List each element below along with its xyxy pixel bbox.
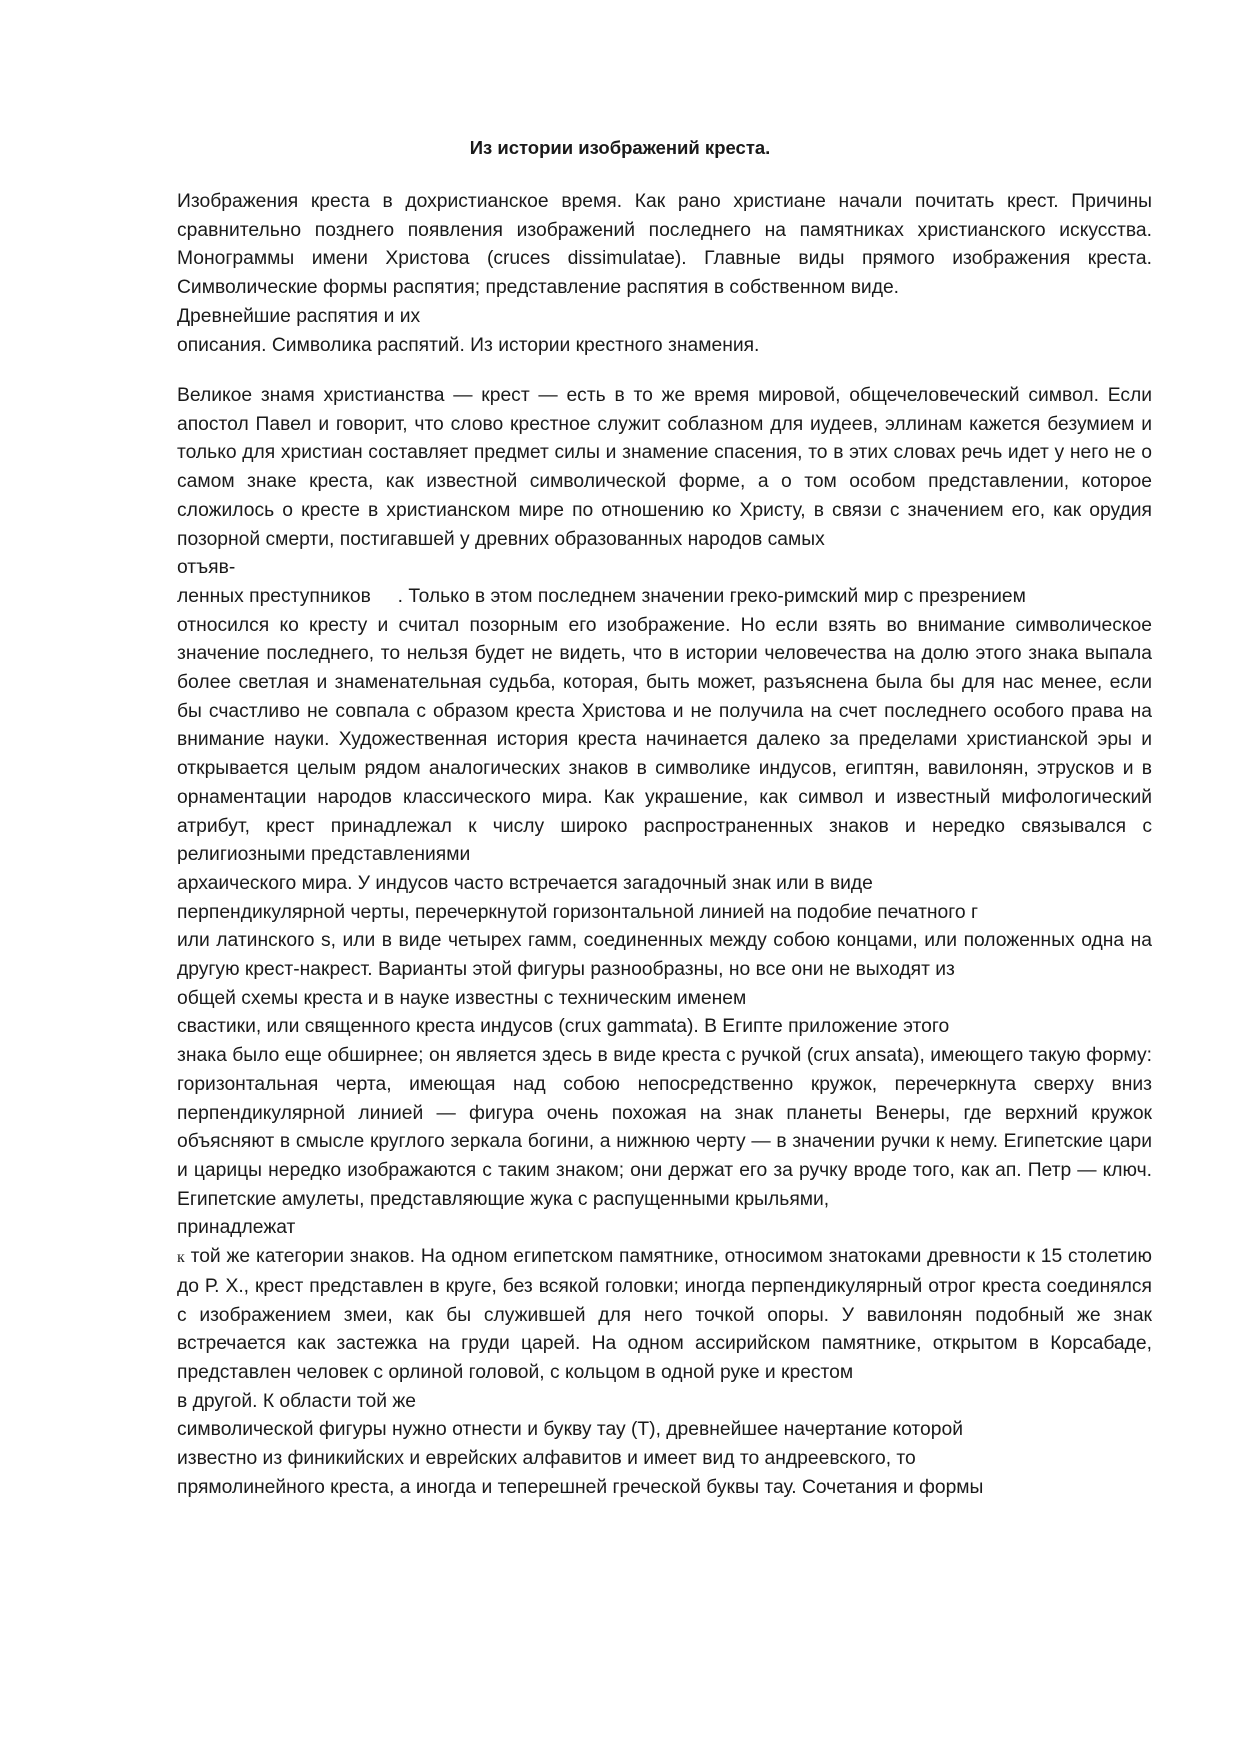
body-text xyxy=(177,382,1152,1502)
paragraph-8-initial: к xyxy=(177,1249,185,1267)
paragraph-4: перпендикулярной черты, перечеркнутой горизонтальной линией на подобие печатного г xyxy=(177,901,978,923)
paragraph-5 xyxy=(177,927,1152,1013)
abstract-line-2: описания. Символика распятий. Из истории крестного знамения. xyxy=(177,334,760,356)
paragraph-10: известно из финикийских и еврейских алфавитов и имеет вид то андреевского, то xyxy=(177,1448,916,1470)
paragraph-3 xyxy=(177,612,1152,899)
paragraph-1-end: отъяв- xyxy=(177,557,236,579)
paragraph-3-end: архаического мира. У индусов часто встречается загадочный знак или в виде xyxy=(177,872,873,894)
abstract-paragraph xyxy=(177,188,1152,360)
paragraph-7-text: знака было еще обширнее; он является здесь в виде креста с ручкой (crux ansata), имеющего такую форму: горизонтальная черта, имеющая над собою непосредственно кружок, перечеркнута сверху вниз перпендикулярной линией — фигура очень похожая на знак планеты Венеры, где верхний кружок объясняют в смысле круглого зеркала богини, а нижнюю черту — в значении ручки к нему. Египетские цари и царицы нередко изображаются с таким знаком; они держат его за ручку вроде того, как ап. Петр — ключ. Египетские амулеты, представляющие жука с распущенными крыльями, xyxy=(177,1045,1152,1210)
document-title: Из истории изображений креста. xyxy=(469,137,771,158)
paragraph-3-text: относился ко кресту и считал позорным его изображение. Но если взять во внимание символическое значение последнего, то нельзя будет не видеть, что в истории человечества на долю этого знака выпала более светлая и знаменательная судьба, которая, быть может, разъяснена была бы для нас менее, если бы счастливо не совпала с образом креста Христова и не получила на счет последнего особого права на внимание науки. Художественная история креста начинается далеко за пределами христианской эры и открывается целым рядом аналогических знаков в символике индусов, египтян, вавилонян, этрусков и в орнаментации народов классического мира. Как украшение, как символ и известный мифологический атрибут, крест принадлежал к числу широко распространенных знаков и нередко связывался с религиозными представлениями xyxy=(177,614,1152,866)
abstract-text: Изображения креста в дохристианское время. Как рано христиане начали почитать крест. Причины сравнительно позднего появления изображений последнего на памятниках христианского искусства. Монограммы имени Христова (cruces dissimulatae). Главные виды прямого изображения креста. Символические формы распятия; представление распятия в собственном виде. xyxy=(177,191,1152,299)
paragraph-5-text: или латинского s, или в виде четырех гамм, соединенных между собою концами, или положенных одна на другую крест-накрест. Варианты этой фигуры разнообразны, но все они не выходят из xyxy=(177,930,1152,981)
paragraph-5-end: общей схемы креста и в науке известны с техническим именем xyxy=(177,987,747,1009)
paragraph-7 xyxy=(177,1042,1152,1243)
paragraph-8-end: в другой. К области той же xyxy=(177,1390,416,1412)
paragraph-2: ленных преступников . Только в этом последнем значении греко-римский мир с презрением xyxy=(177,585,1026,607)
paragraph-9: символической фигуры нужно отнести и букву тау (Т), древнейшее начертание которой xyxy=(177,1419,963,1441)
paragraph-8 xyxy=(177,1243,1152,1416)
paragraph-11: прямолинейного креста, а иногда и теперешней греческой буквы тау. Сочетания и формы xyxy=(177,1476,984,1498)
paragraph-1-text: Великое знамя христианства — крест — есть в то же время мировой, общечеловеческий символ. Если апостол Павел и говорит, что слово крестное служит соблазном для иудеев, эллинам кажется безумием и только для христиан составляет предмет силы и знамение спасения, то в этих словах речь идет у него не о самом знаке креста, как известной символической форме, а о том особом представлении, которое сложилось о кресте в христианском мире по отношению ко Христу, в связи с значением его, как орудия позорной смерти, постигавшей у древних образованных народов самых xyxy=(177,385,1152,550)
paragraph-8-text: той же категории знаков. На одном египетском памятнике, относимом знатоками древности к 15 столетию до Р. Х., крест представлен в круге, без всякой головки; иногда перпендикулярный отрог креста соединялся с изображением змеи, как бы служившей для него точкой опоры. У вавилонян подобный же знак встречается как застежка на груди царей. На одном ассирийском памятнике, открытом в Корсабаде, представлен человек с орлиной головой, с кольцом в одной руке и крестом xyxy=(177,1246,1152,1383)
paragraph-1 xyxy=(177,382,1152,583)
abstract-block xyxy=(177,188,1152,388)
paragraph-6: свастики, или священного креста индусов (crux gammata). В Египте приложение этого xyxy=(177,1016,950,1038)
paragraph-7-end: принадлежат xyxy=(177,1217,296,1239)
abstract-line-1: Древнейшие распятия и их xyxy=(177,305,421,327)
